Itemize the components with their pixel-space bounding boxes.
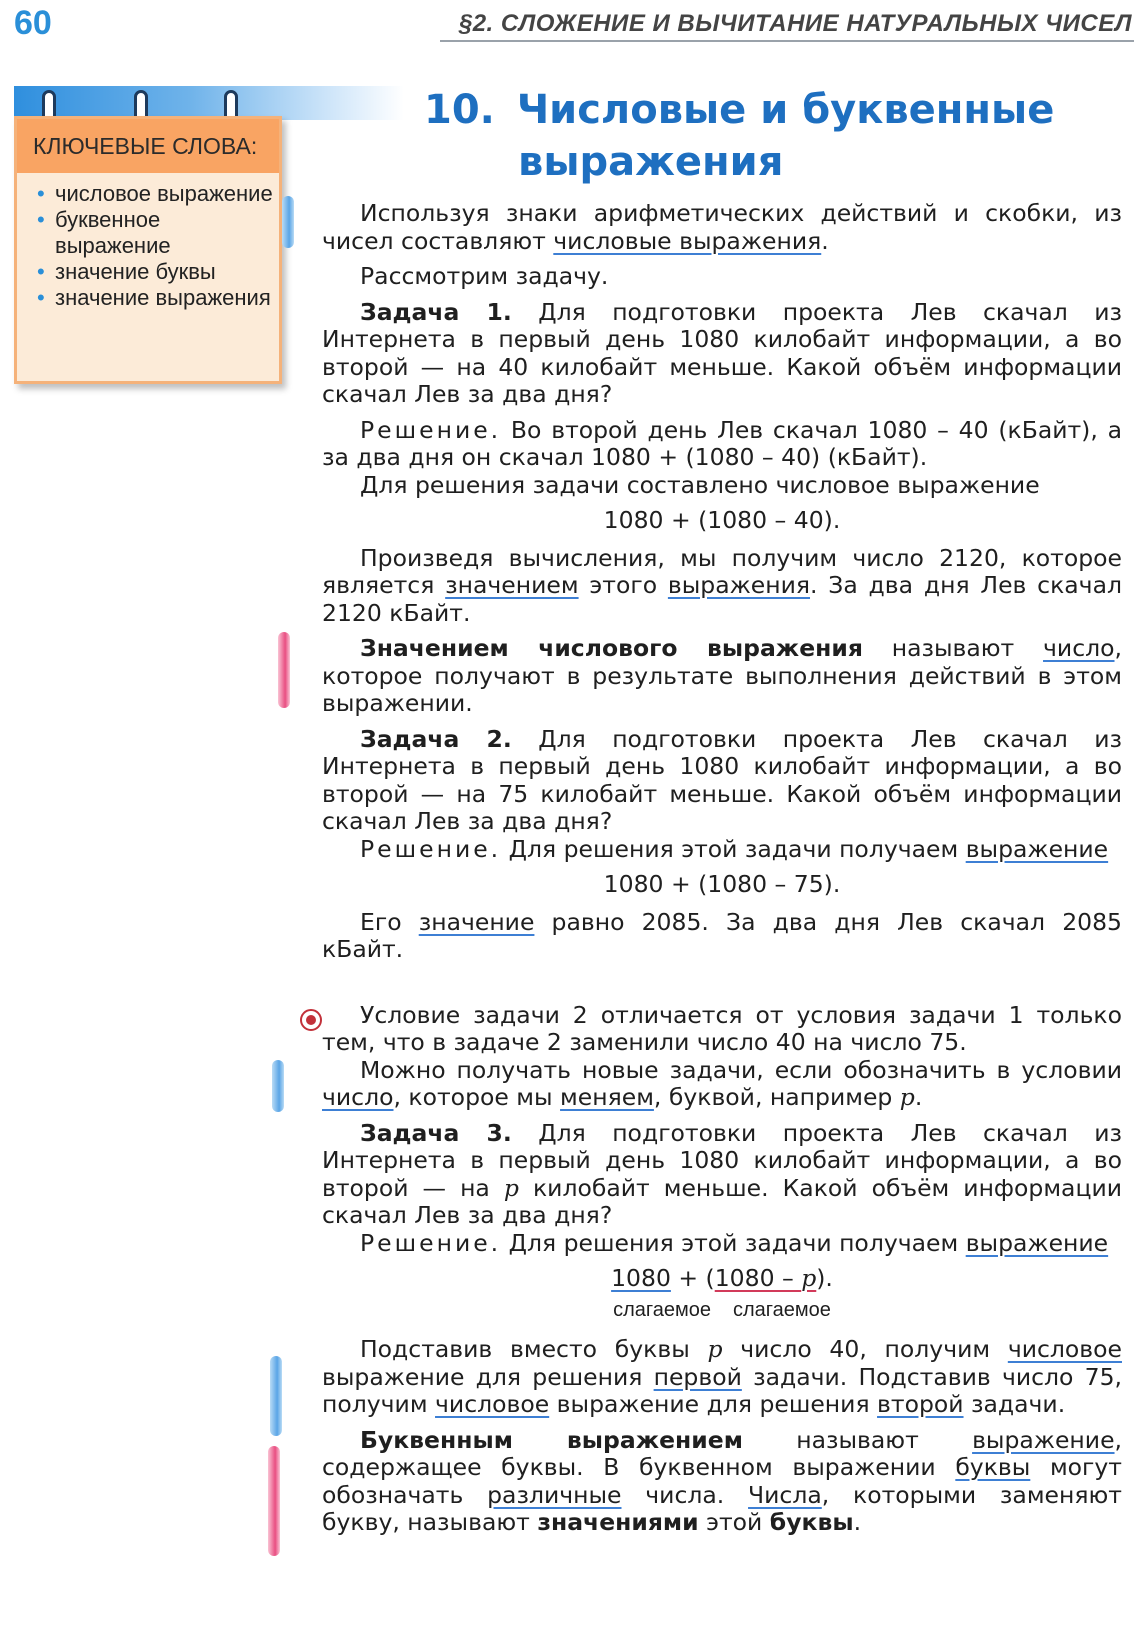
info-marker bbox=[272, 1060, 284, 1112]
section-title-line2: выражения bbox=[518, 139, 784, 185]
annotation-addend: слагаемое bbox=[733, 1298, 831, 1321]
definition-marker bbox=[268, 1446, 280, 1556]
paragraph: Рассмотрим задачу. bbox=[360, 262, 609, 290]
task-2: Задача 2. Для подготовки проекта Лев скачал из Интернета в первый день 1080 килобайт информации, а во второй — на 75 килобайт меньше. Какой объём информации скачал Лев за два дня? bbox=[322, 724, 1123, 835]
formula-2: 1080 + (1080 – 75). bbox=[603, 870, 841, 898]
info-marker bbox=[270, 1356, 282, 1436]
keyword-item: • числовое выражение bbox=[37, 181, 279, 207]
task-3: Задача 3. Для подготовки проекта Лев скачал из Интернета в первый день 1080 килобайт информации, а во второй — на p килобайт меньше. Какой объём информации скачал Лев за два дня? bbox=[322, 1118, 1123, 1229]
section-title-line1: Числовые и буквенные bbox=[516, 87, 1055, 133]
task-label: Задача 3. bbox=[360, 1118, 512, 1147]
task-label: Задача 2. bbox=[360, 724, 512, 753]
formula-3: 1080 + (1080 – p). bbox=[611, 1264, 833, 1292]
section-title bbox=[424, 84, 1054, 188]
keywords-title: КЛЮЧЕВЫЕ СЛОВА: bbox=[17, 119, 279, 173]
keywords-box bbox=[14, 116, 282, 384]
formula-1: 1080 + (1080 – 40). bbox=[603, 506, 841, 534]
paragraph: Условие задачи 2 отличается от условия задачи 1 только тем, что в задаче 2 заменили число 40 на число 75. bbox=[322, 1000, 1122, 1056]
definition-1: Значением числового выражения называют число, которое получают в результате выполнения действий в этом выражении. bbox=[322, 634, 1122, 717]
annotation-addend: слагаемое bbox=[613, 1298, 711, 1321]
paragraph: Его значение равно 2085. За два дня Лев скачал 2085 кБайт. bbox=[322, 907, 1123, 963]
keywords-band bbox=[14, 86, 404, 120]
paragraph: Подставив вместо буквы p число 40, получим числовое выражение для решения первой задачи. Подставив число 75, получим числовое выражение для решения второй задачи. bbox=[322, 1335, 1123, 1418]
section-number: 10. bbox=[424, 87, 495, 133]
info-marker bbox=[282, 196, 294, 248]
keyword-item: • значение выражения bbox=[37, 285, 279, 311]
solution-1: Решение. Во второй день Лев скачал 1080 – 40 (кБайт), а за два дня он скачал 1080 + (1080 – 40) (кБайт). bbox=[322, 415, 1122, 471]
solution-3: Решение. Для решения этой задачи получаем выражение bbox=[360, 1228, 1109, 1257]
keyword-item: • значение буквы bbox=[37, 259, 279, 285]
running-head: §2. СЛОЖЕНИЕ И ВЫЧИТАНИЕ НАТУРАЛЬНЫХ ЧИСЕЛ bbox=[458, 10, 1132, 37]
paragraph: Используя знаки арифметических действий и скобки, из чисел составляют числовые выражения. bbox=[322, 199, 1122, 255]
paragraph: Можно получать новые задачи, если обозначить в условии число, которое мы меняем, буквой, например p. bbox=[322, 1055, 1122, 1111]
task-label: Задача 1. bbox=[360, 297, 512, 326]
task-1: Задача 1. Для подготовки проекта Лев скачал из Интернета в первый день 1080 килобайт информации, а во второй — на 40 килобайт меньше. Какой объём информации скачал Лев за два дня? bbox=[322, 297, 1123, 408]
attention-icon bbox=[300, 1009, 322, 1031]
keyword-item: • буквенное выражение bbox=[37, 207, 279, 259]
main-text bbox=[322, 200, 1122, 1545]
solution-2: Решение. Для решения этой задачи получаем выражение bbox=[360, 834, 1109, 863]
definition-marker bbox=[278, 632, 290, 708]
keywords-list bbox=[17, 173, 279, 311]
formula-annotations bbox=[322, 1297, 1122, 1325]
page-number: 60 bbox=[14, 4, 52, 42]
definition-2: Буквенным выражением называют выражение, содержащее буквы. В буквенном выражении буквы могут обозначать различные числа. Числа, которыми заменяют букву, называют значениями этой буквы. bbox=[322, 1425, 1123, 1536]
header-rule bbox=[440, 40, 1134, 42]
paragraph: Произведя вычисления, мы получим число 2120, которое является значением этого выражения. За два дня Лев скачал 2120 кБайт. bbox=[322, 543, 1122, 627]
paragraph: Для решения задачи составлено числовое выражение bbox=[360, 470, 1040, 499]
